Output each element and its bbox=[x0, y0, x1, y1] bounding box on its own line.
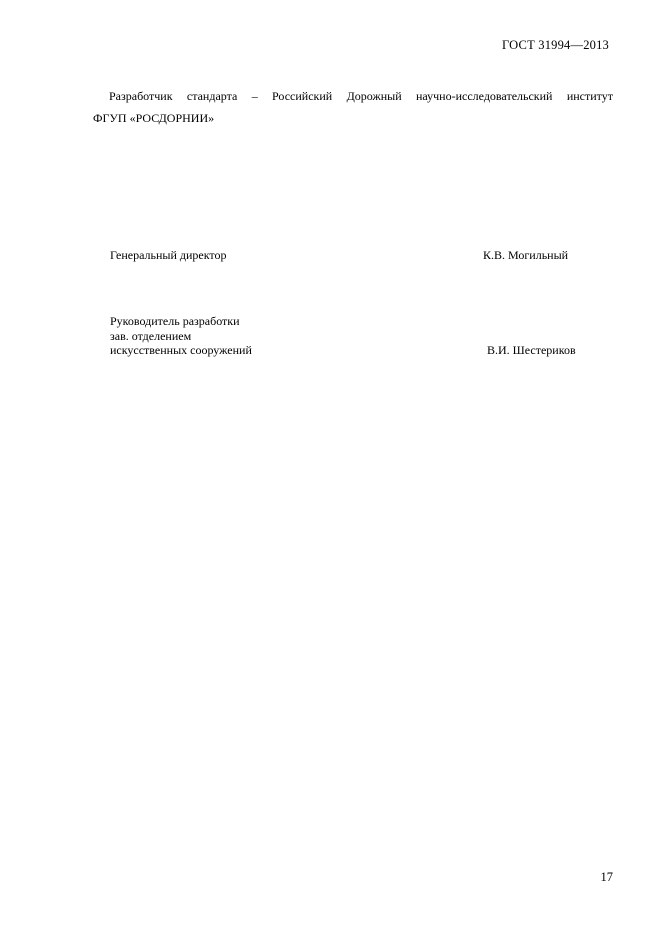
page-number: 17 bbox=[600, 870, 613, 884]
development-lead-title bbox=[110, 314, 252, 358]
development-lead-name: В.И. Шестериков bbox=[487, 343, 576, 357]
developer-statement bbox=[93, 85, 613, 129]
developer-statement-line2: ФГУП «РОСДОРНИИ» bbox=[93, 111, 215, 125]
director-title: Генеральный директор bbox=[110, 248, 227, 262]
developer-statement-line1: Разработчик стандарта – Российский Дорожный научно-исследовательский институт bbox=[109, 89, 613, 103]
development-lead-title-line2: зав. отделением bbox=[110, 328, 192, 343]
director-name: К.В. Могильный bbox=[483, 248, 569, 262]
development-lead-title-line1: Руководитель разработки bbox=[110, 314, 240, 328]
standard-code: ГОСТ 31994—2013 bbox=[502, 38, 609, 52]
development-lead-title-line3: искусственных сооружений bbox=[110, 343, 252, 357]
